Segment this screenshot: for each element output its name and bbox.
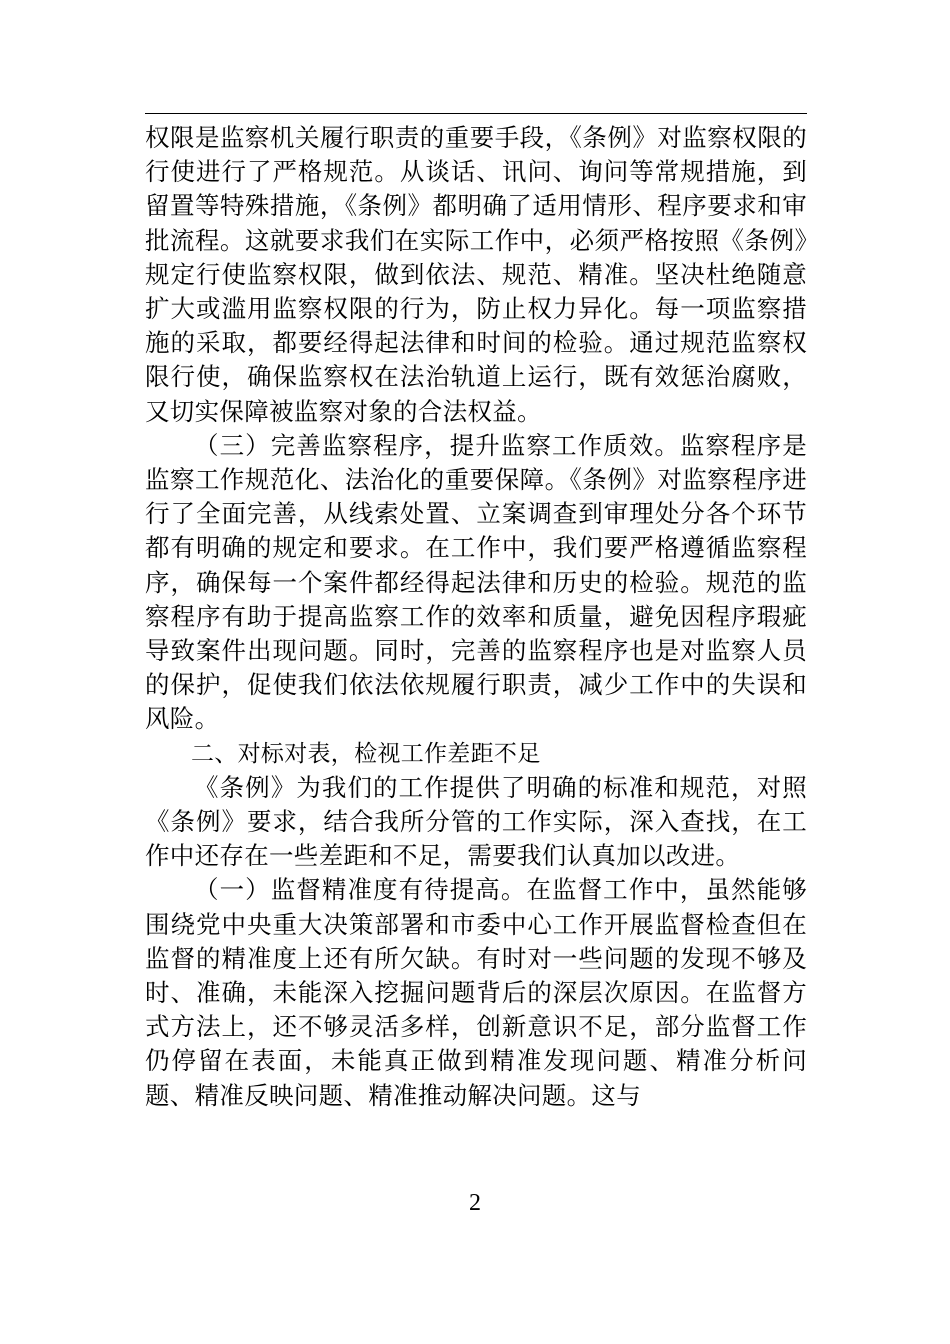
- document-body: [145, 121, 807, 1113]
- paragraph-continuation: 权限是监察机关履行职责的重要手段，《条例》对监察权限的行使进行了严格规范。从谈话、讯问、询问等常规措施，到留置等特殊措施，《条例》都明确了适用情形、程序要求和审批流程。这就要求我们在实际工作中，必须严格按照《条例》规定行使监察权限，做到依法、规范、精准。坚决杜绝随意扩大或滥用监察权限的行为，防止权力异化。每一项监察措施的采取，都要经得起法律和时间的检验。通过规范监察权限行使，确保监察权在法治轨道上运行，既有效惩治腐败，又切实保障被监察对象的合法权益。: [145, 123, 807, 426]
- page-number: 2: [469, 1190, 481, 1216]
- paragraph-section-three: （三）完善监察程序，提升监察工作质效。监察程序是监察工作规范化、法治化的重要保障。《条例》对监察程序进行了全面完善，从线索处置、立案调查到审理处分各个环节都有明确的规定和要求。在工作中，我们要严格遵循监察程序，确保每一个案件都经得起法律和历史的检验。规范的监察程序有助于提高监察工作的效率和质量，避免因程序瑕疵导致案件出现问题。同时，完善的监察程序也是对监察人员的保护，促使我们依法依规履行职责，减少工作中的失误和风险。: [145, 430, 807, 734]
- paragraph-item-one: （一）监督精准度有待提高。在监督工作中，虽然能够围绕党中央重大决策部署和市委中心工作开展监督检查但在监督的精准度上还有所欠缺。有时对一些问题的发现不够及时、准确，未能深入挖掘问题背后的深层次原因。在监督方式方法上，还不够灵活多样，创新意识不足，部分监督工作仍停留在表面，未能真正做到精准发现问题、精准分析问题、精准反映问题、精准推动解决问题。这与: [145, 875, 807, 1110]
- section-heading-two: 二、对标对表，检视工作差距不足: [191, 740, 541, 767]
- paragraph-intro: 《条例》为我们的工作提供了明确的标准和规范，对照《条例》要求，结合我所分管的工作实际，深入查找，在工作中还存在一些差距和不足，需要我们认真加以改进。: [145, 772, 807, 871]
- header-rule: [145, 113, 807, 114]
